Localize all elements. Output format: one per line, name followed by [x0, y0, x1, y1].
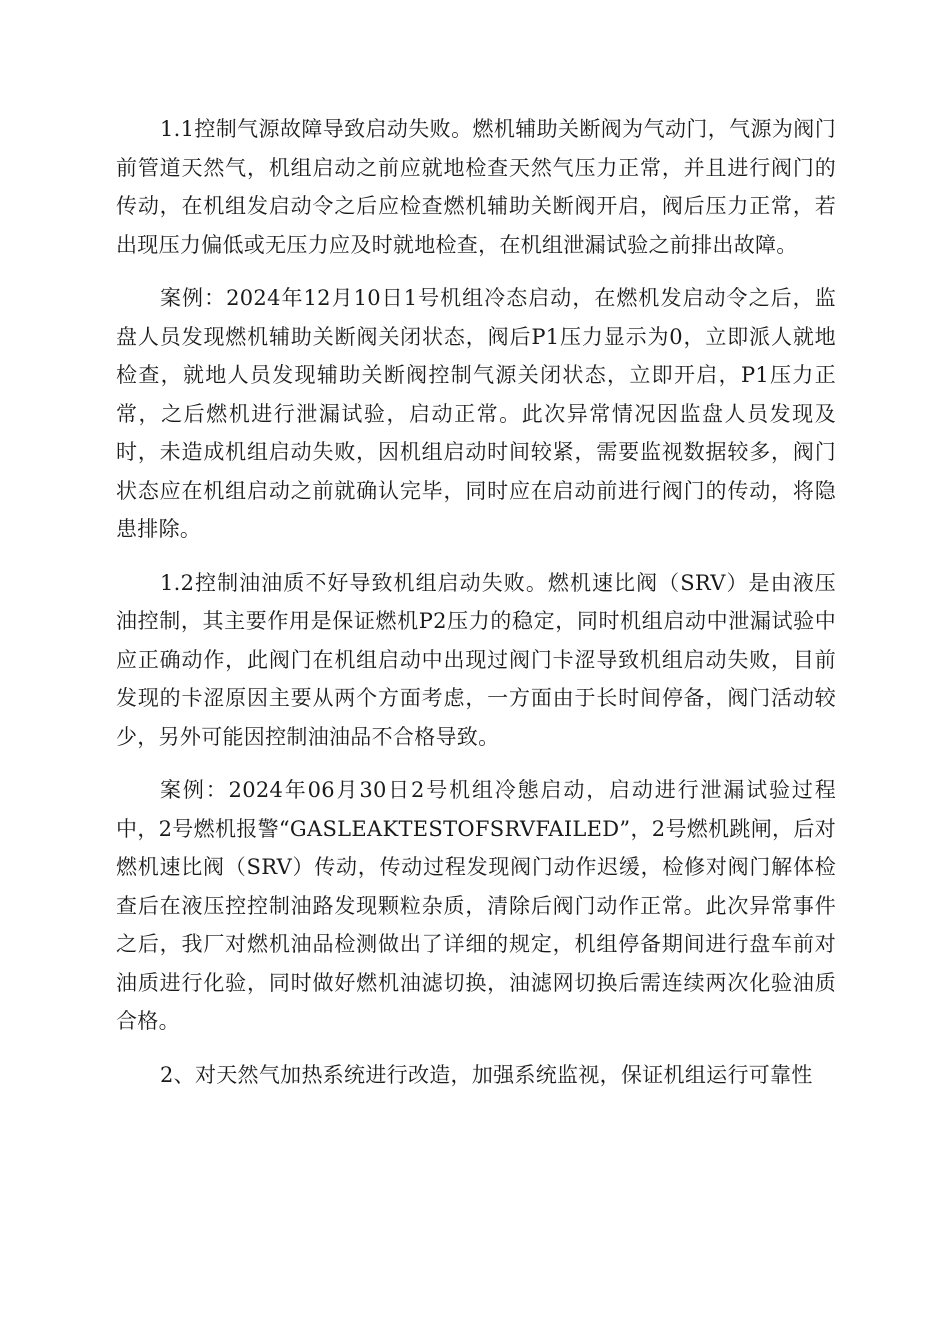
paragraph-2-heating-system: 2、对天然气加热系统进行改造，加强系统监视，保证机组运行可靠性 [160, 1062, 813, 1087]
paragraph-1-1-control-gas-source: 1.1控制气源故障导致启动失败。燃机辅助关断阀为气动门，气源为阀门前管道天然气，机组启动之前应就地检查天然气压力正常，并且进行阀门的传动，在机组发启动令之后应检查燃机辅助关断阀开启，阀后压力正常，若出现压力偏低或无压力应及时就地检查，在机组泄漏试验之前排出故障。 [116, 117, 836, 257]
paragraph-case-2: 案例：2024年06月30日2号机组冷態启动，启动进行泄漏试验过程中，2号燃机报警“GASLEAKTESTOFSRVFAILED”，2号燃机跳闸，后对燃机速比阀（SRV）传动，传动过程发现阀门动作迟缓，检修对阀门解体检查后在液压控控制油路发现颗粒杂质，清除后阀门动作正常。此次异常事件之后，我厂对燃机油品检测做出了详细的规定，机组停备期间进行盘车前对油质进行化验，同时做好燃机油滤切换，油滤网切换后需连续两次化验油质合格。 [116, 778, 836, 1033]
paragraph-1-2-control-oil-quality: 1.2控制油油质不好导致机组启动失败。燃机速比阀（SRV）是由液压油控制，其主要作用是保证燃机P2压力的稳定，同时机组启动中泄漏试验中应正确动作，此阀门在机组启动中出现过阀门卡涩导致机组启动失败，目前发现的卡涩原因主要从两个方面考虑，一方面由于长时间停备，阀门活动较少，另外可能因控制油油品不合格导致。 [116, 570, 836, 749]
paragraph-case-1: 案例：2024年12月10日1号机组冷态启动，在燃机发启动令之后，监盘人员发现燃机辅助关断阀关闭状态，阀后P1压力显示为0，立即派人就地检查，就地人员发现辅助关断阀控制气源关闭状态，立即开启，P1压力正常，之后燃机进行泄漏试验，启动正常。此次异常情况因监盘人员发现及时，未造成机组启动失败，因机组启动时间较紧，需要监视数据较多，阀门状态应在机组启动之前就确认完毕，同时应在启动前进行阀门的传动，将隐患排除。 [116, 286, 836, 541]
document-body [116, 110, 836, 1109]
